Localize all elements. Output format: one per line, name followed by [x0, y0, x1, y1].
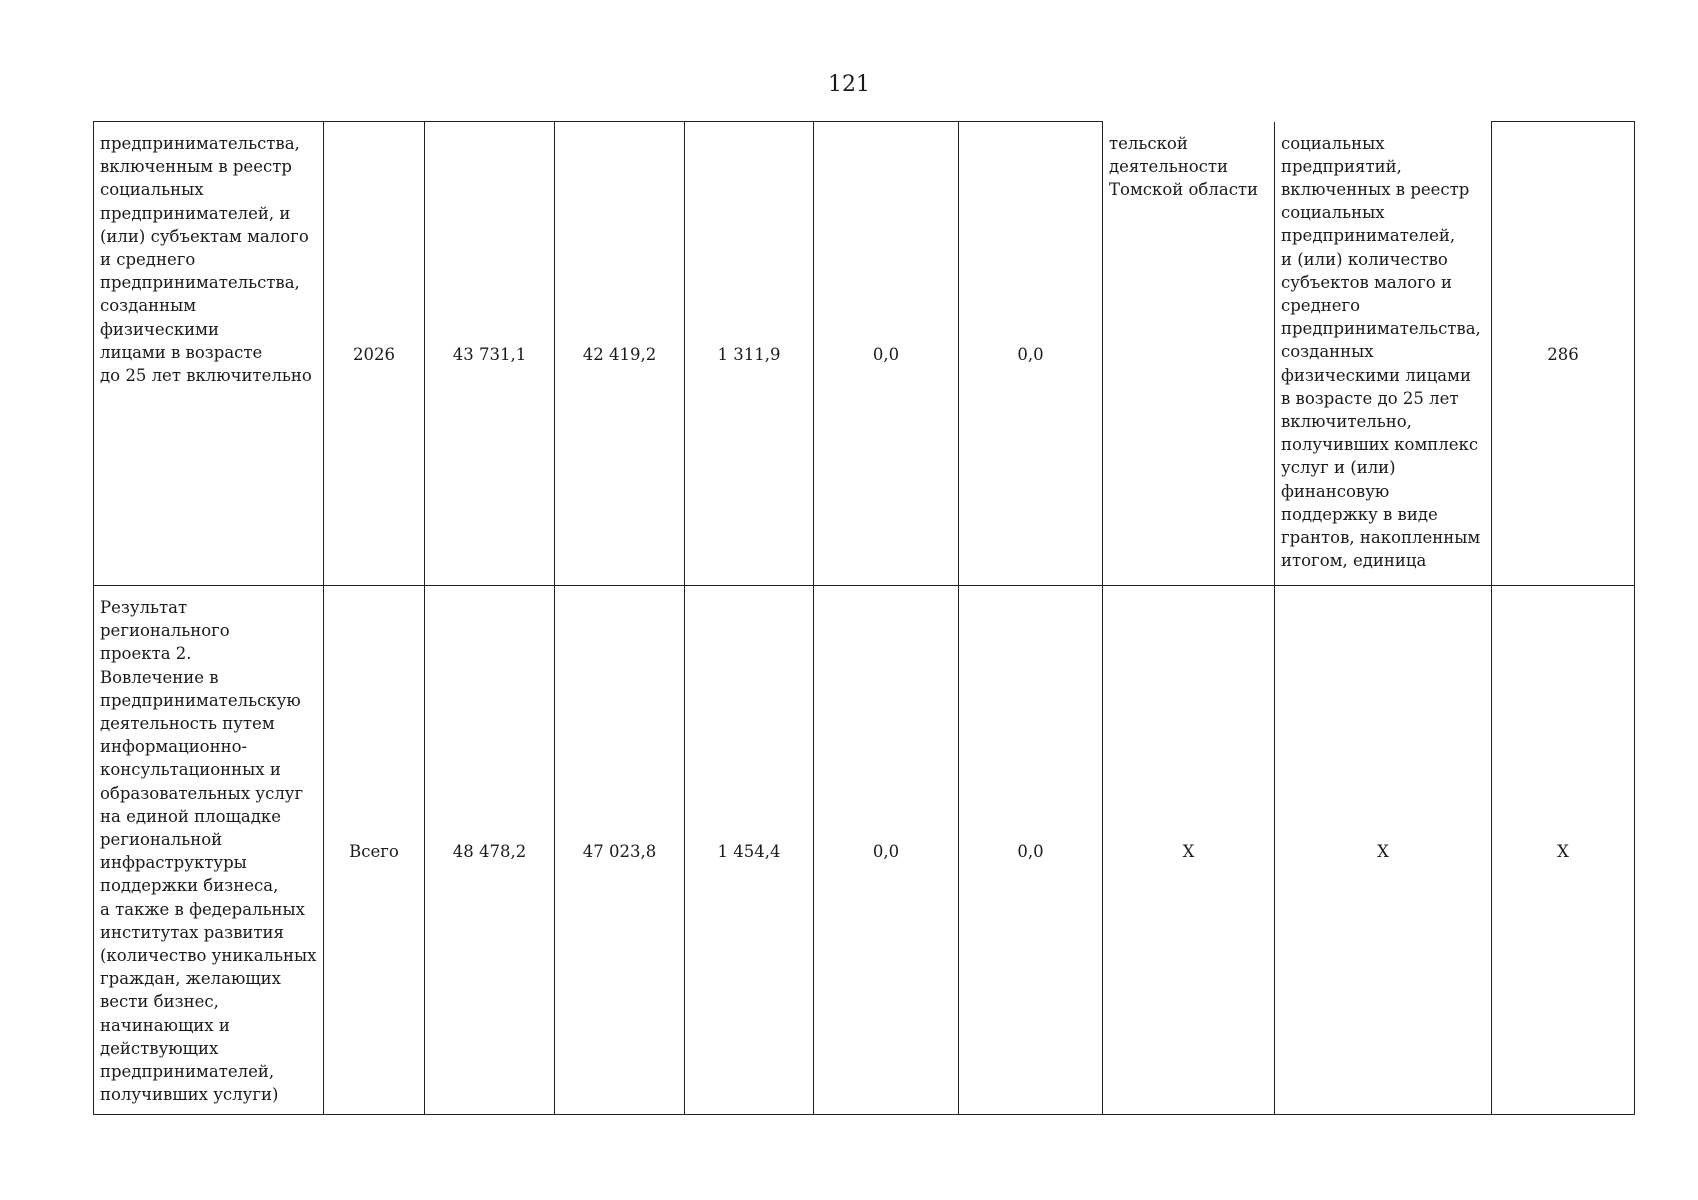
cell-federal-budget: 42 419,2: [555, 122, 685, 586]
cell-total: 43 731,1: [425, 122, 555, 586]
table-row: [94, 122, 1635, 586]
cell-indicator-value: 286: [1492, 122, 1635, 586]
cell-period: Всего: [324, 586, 425, 1115]
cell-period: 2026: [324, 122, 425, 586]
cell-extrabudget: 0,0: [959, 122, 1103, 586]
cell-indicator: социальных предприятий, включенных в реестр социальных предпринимателей, и (или) количество субъектов малого и среднего предпринимательства, созданных физическими лицами в возрасте до 25 лет включительно, получивших комплекс услуг и (или) финансовую поддержку в виде грантов, накопленным итогом, единица: [1275, 122, 1492, 586]
cell-indicator: X: [1275, 586, 1492, 1115]
cell-total: 48 478,2: [425, 586, 555, 1115]
cell-result-name: предпринимательства, включенным в реестр социальных предпринимателей, и (или) субъектам малого и среднего предпринимательства, созданным физическими лицами в возрасте до 25 лет включительно: [94, 122, 324, 586]
budget-table: [93, 121, 1635, 1115]
cell-indicator-value: X: [1492, 586, 1635, 1115]
cell-regional-budget: 1 454,4: [685, 586, 814, 1115]
table-row: [94, 586, 1635, 1115]
cell-local-budget: 0,0: [814, 122, 959, 586]
cell-local-budget: 0,0: [814, 586, 959, 1115]
cell-result-name: Результат регионального проекта 2. Вовлечение в предпринимательскую деятельность путем информационно- консультационных и образовательных услуг на единой площадке региональной инфраструктуры поддержки бизнеса, а также в федеральных институтах развития (количество уникальных граждан, желающих вести бизнес, начинающих и действующих предпринимателей, получивших услуги): [94, 586, 324, 1115]
cell-executor: X: [1103, 586, 1275, 1115]
cell-executor: тельской деятельности Томской области: [1103, 122, 1275, 586]
cell-regional-budget: 1 311,9: [685, 122, 814, 586]
cell-extrabudget: 0,0: [959, 586, 1103, 1115]
cell-federal-budget: 47 023,8: [555, 586, 685, 1115]
page-number: 121: [828, 72, 870, 97]
